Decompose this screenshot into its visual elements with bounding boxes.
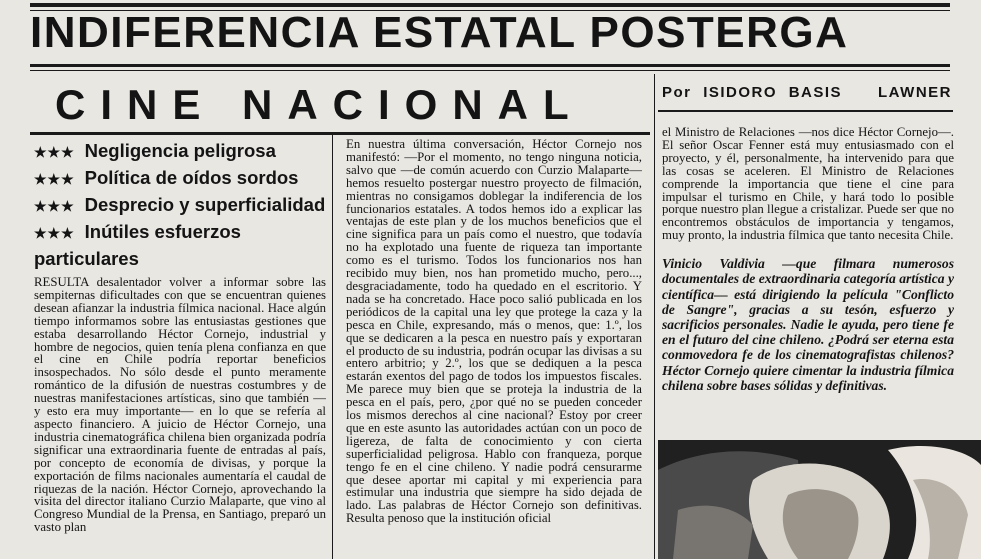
headline-bottom-rule — [30, 64, 950, 67]
column-divider-1 — [332, 132, 333, 559]
star-icon: ★★★ — [34, 171, 75, 187]
column-1 — [34, 138, 326, 559]
byline — [662, 84, 952, 101]
byline-first: ISIDORO — [703, 84, 778, 101]
column-divider-2 — [654, 74, 655, 559]
summary-bullets — [34, 138, 326, 272]
film-photo — [658, 440, 981, 559]
column-2-body: En nuestra última conversación, Héctor Cornejo nos manifestó: —Por el momento, no tengo ninguna noticia, salvo que —de común acuerdo con Curzio Malaparte— hemos resuelto postergar nuestro proyecto de filmación, mientras no consigamos doblegar la indiferencia de los funcionarios estatales. A todos hemos ido a explicar las ventajas de este plan y de los muchos beneficios que el cine significa para un país como el nuestro, que todavía no ha explotado una fuente de riqueza tan importante como es el turismo. Todos los funcionarios nos han recibido muy bien, nos han prometido mucho, pero..., desgraciadamente, todo ha quedado en el escritorio. Y nada se ha concretado. Hace poco salió publicada en los periódicos de la capital una ley que protege la caza y la pesca en Chile, expresando, más o menos, que: 1.º, los que se dedicaren a la pesca en nuestro país y exportaran el producto de su industria, podrán ocupar las divisas a su entero arbitrio; y 2.º, los que se dediquen a la pesca estarán exentos del pago de todos los impuestos fiscales. Me parece muy bien que se proteja la industria de la pesca en el país, pero, ¿por qué no se pueden conceder los mismos derechos al cine nacional? Estoy por creer que en este asunto las autoridades actúan con un poco de ligereza, de falta de conocimiento y con cierta superficialidad peligrosa. Hablo con franqueza, porque tengo fe en el cine chileno. Y nadie podrá censurarme que desee aportar mi capital y mi experiencia para estimular una industria que siempre ha sido dejada de lado. Las palabras de Héctor Cornejo son definitivas. Resulta penoso que la institución oficial — [346, 138, 642, 526]
column-3-body: el Ministro de Relaciones —nos dice Héctor Cornejo—. El señor Oscar Fenner está muy entusiasmado con el proyecto, y él, personalmente, ha intervenido para que las cosas se aceleren. El Ministro de Relaciones comprende la importancia que tiene el cine para impulsar el turismo en Chile, y hará todo lo posible porque nuestro plan llegue a cristalizar. Puede ser que no encontremos obstáculos de importancia y tengamos, muy pronto, la industria fílmica que tanto necesita Chile. — [662, 126, 954, 243]
column-3-italic: Vinicio Valdivia —que filmara numerosos documentales de extraordinaria categoría artística y científica— está dirigiendo la película "Conflicto de Sangre", gracias a su tesón, esfuerzo y sacrificios personales. Nadie le ayuda, pero tiene fe en el futuro del cine chileno. ¿Podrá ser eterna esta conmovedora fe de los cinematografistas chilenos? Héctor Cornejo quiere cimentar la industria fílmica chilena sobre bases sólidas y definitivas. — [662, 256, 954, 393]
byline-prefix: Por — [662, 84, 692, 101]
bullet-item: ★★★ Negligencia peligrosa — [34, 140, 276, 161]
headline: INDIFERENCIA ESTATAL POSTERGA — [30, 8, 849, 57]
star-icon: ★★★ — [34, 225, 75, 241]
byline-rule — [658, 110, 953, 112]
column-3 — [662, 126, 954, 438]
bullet-item: ★★★ Política de oídos sordos — [34, 167, 299, 188]
star-icon: ★★★ — [34, 144, 75, 160]
byline-middle: BASIS — [788, 84, 843, 101]
subhead-rule — [30, 132, 650, 135]
photo-image — [658, 440, 981, 559]
column-1-body: RESULTA desalentador volver a informar sobre las sempiternas dificultades con que se encuentran quienes desean afianzar la industria fílmica nacional. Hace algún tiempo informamos sobre las entusiastas gestiones que estaba desarrollando Héctor Cornejo, industrial y hombre de negocios, quien tenía plena confianza en que el cine en Chile podría reportar beneficios insospechados. No sólo desde el punto meramente romántico de la difusión de nuestras costumbres y de nuestras manifestaciones artísticas, sino que también —y esto era muy importante— en lo que se refería al aspecto financiero. A juicio de Héctor Cornejo, una industria cinematográfica chilena bien organizada podría significar una extraordinaria fuente de entradas al país, por concepto de economía de divisas, y porque la exportación de films nacionales aumentaría el caudal de riquezas de la nación. Héctor Cornejo, aprovechando la visita del director italiano Curzio Malaparte, que vino al Congreso Mundial de la Prensa, en Santiago, preparó un vasto plan — [34, 275, 326, 535]
byline-last: LAWNER — [878, 84, 952, 101]
bullet-item: ★★★ Desprecio y superficialidad — [34, 194, 326, 215]
column-2 — [346, 138, 642, 559]
bullet-item: ★★★ Inútiles esfuerzos particulares — [34, 221, 241, 269]
subhead: CINE NACIONAL — [55, 81, 584, 128]
headline-bottom-rule-thin — [30, 70, 950, 71]
star-icon: ★★★ — [34, 198, 75, 214]
